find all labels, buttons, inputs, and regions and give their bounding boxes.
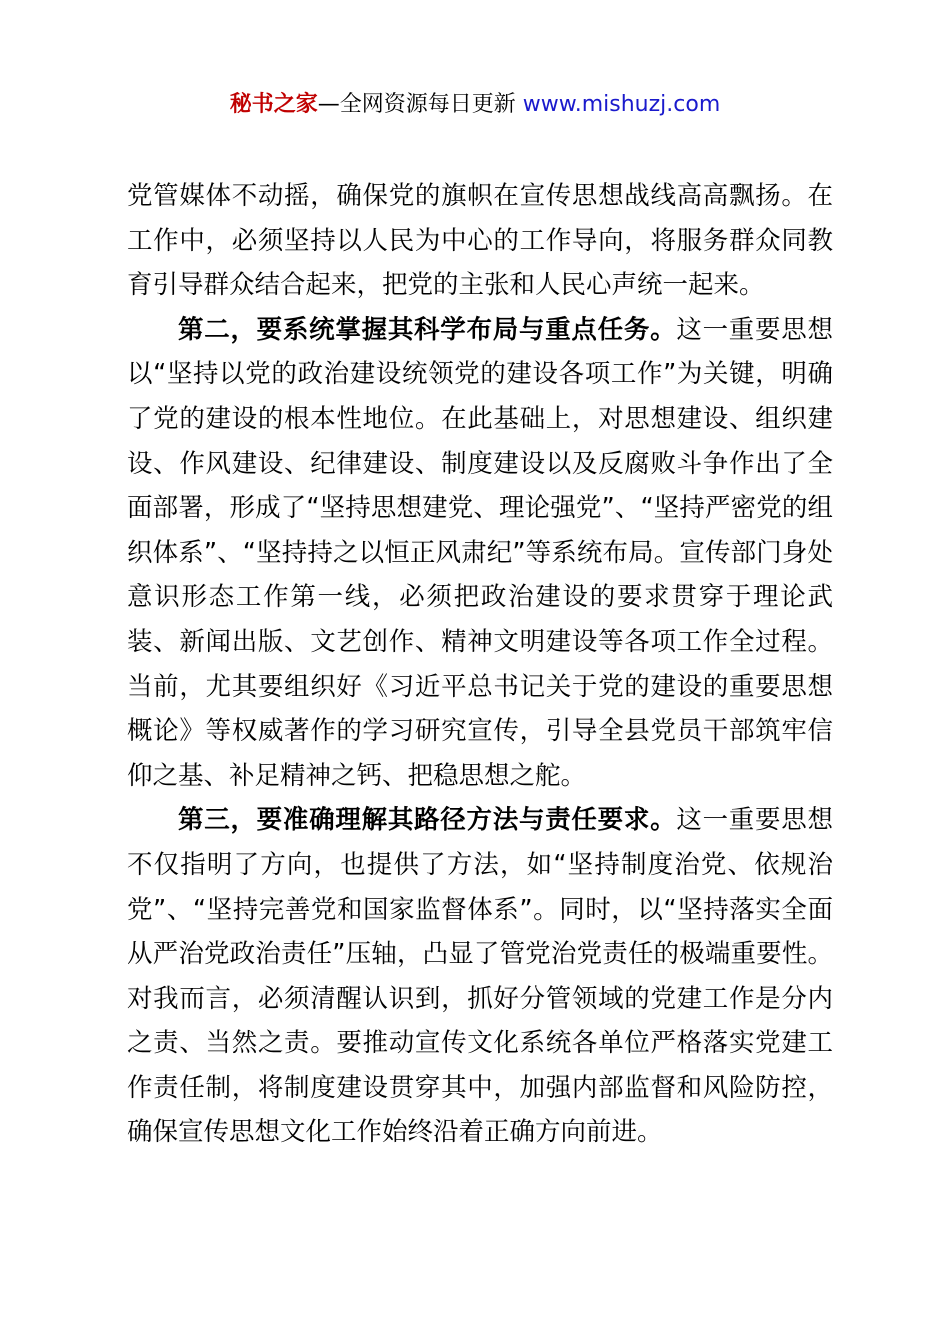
paragraph-heading: 第三，要准确理解其路径方法与责任要求。 <box>178 805 677 836</box>
paragraph-text: 这一重要思想不仅指明了方向，也提供了方法，如“坚持制度治党、依规治党”、“坚持完善党和国家监督体系”。同时，以“坚持落实全面从严治党政治责任”压轴，凸显了管党治党责任的极端重要性。对我而言，必须清醒认识到，抓好分管领域的党建工作是分内之责、当然之责。要推动宣传文化系统各单位严格落实党建工作责任制，将制度建设贯穿其中，加强内部监督和风险防控，确保宣传思想文化工作始终沿着正确方向前进。 <box>127 805 833 1148</box>
site-url-link[interactable]: www.mishuzj.com <box>522 92 721 117</box>
paragraph-third-point <box>127 798 833 1155</box>
document-body <box>127 174 833 1155</box>
paragraph-text: 党管媒体不动摇，确保党的旗帜在宣传思想战线高高飘扬。在工作中，必须坚持以人民为中心的工作导向，将服务群众同教育引导群众结合起来，把党的主张和人民心声统一起来。 <box>127 181 833 301</box>
header-tagline: —全网资源每日更新 <box>317 92 516 117</box>
paragraph-text: 这一重要思想以“坚持以党的政治建设统领党的建设各项工作”为关键，明确了党的建设的根本性地位。在此基础上，对思想建设、组织建设、作风建设、纪律建设、制度建设以及反腐败斗争作出了全面部署，形成了“坚持思想建党、理论强党”、“坚持严密党的组织体系”、“坚持持之以恒正风肃纪”等系统布局。宣传部门身处意识形态工作第一线，必须把政治建设的要求贯穿于理论武装、新闻出版、文艺创作、精神文明建设等各项工作全过程。当前，尤其要组织好《习近平总书记关于党的建设的重要思想概论》等权威著作的学习研究宣传，引导全县党员干部筑牢信仰之基、补足精神之钙、把稳思想之舵。 <box>127 314 833 791</box>
paragraph-continued <box>127 174 833 308</box>
paragraph-second-point <box>127 308 833 799</box>
paragraph-heading: 第二，要系统掌握其科学布局与重点任务。 <box>178 314 677 345</box>
page-header <box>0 88 950 122</box>
brand-name: 秘书之家 <box>229 92 318 117</box>
